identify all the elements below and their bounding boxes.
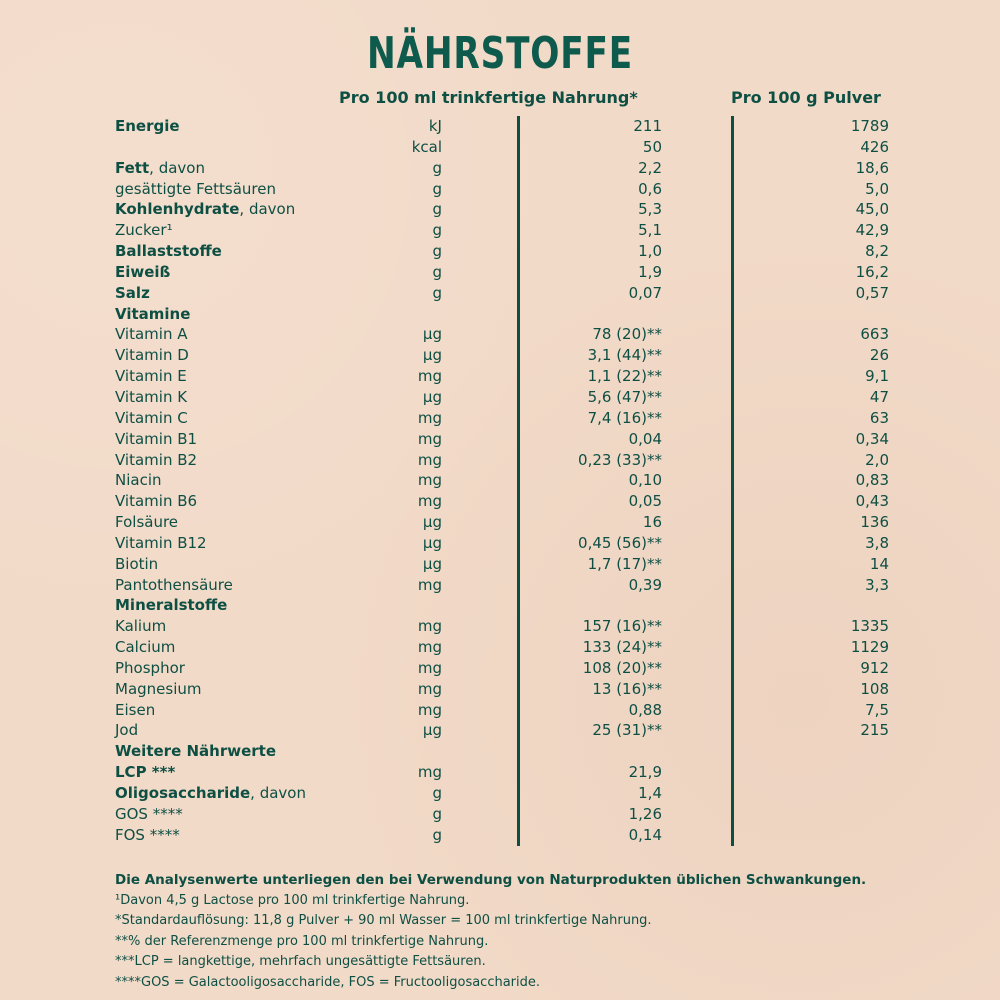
unit-cell: µg: [422, 346, 442, 365]
unit-cell: µg: [422, 533, 442, 552]
value-per-100ml: 7,4 (16)**: [587, 408, 662, 427]
nutrient-label-text: Vitamin C: [115, 408, 188, 427]
unit-cell: g: [432, 262, 442, 281]
value-per-100ml: 108 (20)**: [582, 658, 662, 677]
table-row: [0, 262, 1000, 283]
table-row: [0, 179, 1000, 200]
note-gos-fos: ****GOS = Galactooligosaccharide, FOS = Fructooligosaccharide.: [115, 974, 541, 990]
nutrient-label-text: Vitamin D: [115, 346, 189, 365]
nutrient-label: [115, 554, 158, 574]
unit-cell: g: [432, 200, 442, 219]
table-row: [0, 637, 1000, 658]
table-row: [0, 366, 1000, 387]
unit-cell: mg: [417, 492, 442, 511]
nutrient-label: [115, 741, 276, 761]
nutrient-label: [115, 199, 295, 219]
value-per-100ml: 25 (31)**: [592, 721, 662, 740]
value-per-100g: 9,1: [865, 367, 889, 386]
unit-cell: mg: [417, 367, 442, 386]
nutrient-label: [115, 470, 162, 490]
value-per-100g: 1789: [850, 117, 889, 135]
value-per-100g: 136: [860, 513, 889, 532]
note-lcp: ***LCP = langkettige, mehrfach ungesättigte Fettsäuren.: [115, 954, 486, 969]
nutrient-label-bold: Fett: [115, 158, 150, 177]
table-row: [0, 720, 1000, 741]
nutrient-label: [115, 637, 175, 657]
unit-cell: mg: [417, 617, 442, 636]
unit-cell: mg: [417, 450, 442, 469]
nutrient-label-text: Vitamin E: [115, 367, 187, 386]
nutrient-label-text: Folsäure: [115, 513, 179, 532]
table-row: [0, 304, 1000, 325]
table-row: [0, 658, 1000, 679]
unit-cell: mg: [417, 575, 442, 594]
nutrient-label-text: Magnesium: [115, 679, 202, 698]
note-reference: **% der Referenzmenge pro 100 ml trinkfertige Nahrung.: [115, 933, 489, 949]
value-per-100ml: 0,04: [628, 429, 662, 448]
note-standard: *Standardauflösung: 11,8 g Pulver + 90 ml Wasser = 100 ml trinkfertige Nahrung.: [115, 913, 652, 928]
value-per-100ml: 211: [633, 117, 662, 135]
unit-cell: µg: [422, 513, 442, 532]
value-per-100ml: 0,07: [628, 283, 662, 302]
value-per-100g: 1335: [850, 617, 889, 636]
table-row: [0, 470, 1000, 491]
nutrient-label-text: Pantothensäure: [115, 575, 233, 594]
nutrient-label-suffix: , davon: [239, 200, 296, 219]
table-row: [0, 158, 1000, 179]
value-per-100ml: 0,6: [638, 179, 662, 198]
nutrient-label: [115, 450, 197, 470]
nutrient-label-bold: Kohlenhydrate: [115, 200, 240, 219]
unit-cell: µg: [422, 325, 442, 344]
table-row: [0, 700, 1000, 721]
table-row: [0, 220, 1000, 241]
value-per-100ml: 78 (20)**: [592, 325, 662, 344]
nutrient-label: [115, 366, 187, 386]
value-per-100g: 63: [869, 408, 889, 427]
value-per-100ml: 0,14: [628, 825, 662, 844]
table-row: [0, 554, 1000, 575]
value-per-100g: 26: [869, 346, 889, 365]
unit-cell: µg: [422, 721, 442, 740]
nutrient-label: [115, 324, 188, 344]
value-per-100g: 45,0: [855, 200, 889, 219]
table-row: [0, 762, 1000, 783]
value-per-100ml: 13 (16)**: [592, 679, 662, 698]
table-row: [0, 804, 1000, 825]
value-per-100ml: 21,9: [628, 763, 662, 782]
nutrient-label: [115, 512, 178, 532]
nutrient-label: [115, 720, 138, 740]
value-per-100g: 16,2: [855, 262, 889, 281]
value-per-100g: 1129: [850, 638, 889, 657]
value-per-100ml: 1,0: [638, 242, 662, 261]
value-per-100g: 5,0: [865, 179, 889, 198]
value-per-100ml: 0,88: [628, 700, 662, 719]
note-lactose: ¹Davon 4,5 g Lactose pro 100 ml trinkfertige Nahrung.: [115, 892, 470, 908]
nutrient-label-suffix: , davon: [149, 158, 205, 177]
nutrient-label-text: Vitamin K: [115, 387, 188, 406]
nutrient-label-bold: Eiweiß: [115, 262, 171, 281]
nutrient-label: [115, 491, 197, 511]
table-row: [0, 283, 1000, 304]
value-per-100g: 8,2: [865, 242, 889, 261]
value-per-100ml: 16: [642, 513, 662, 532]
value-per-100ml: 3,1 (44)**: [587, 346, 662, 365]
unit-cell: mg: [417, 700, 442, 719]
unit-cell: µg: [422, 387, 442, 406]
value-per-100ml: 5,6 (47)**: [587, 387, 662, 406]
nutrient-label-text: Vitamin B12: [115, 533, 207, 552]
nutrition-table: [0, 116, 1000, 846]
nutrient-label-bold: Vitamine: [115, 304, 191, 323]
nutrient-label-text: Jod: [115, 721, 139, 740]
nutrient-label-bold: Weitere Nährwerte: [115, 742, 276, 761]
table-row: [0, 575, 1000, 596]
table-row: [0, 450, 1000, 471]
value-per-100ml: 2,2: [638, 158, 662, 177]
unit-cell: kcal: [411, 137, 442, 156]
value-per-100ml: 1,26: [628, 804, 662, 823]
nutrient-label-text: Vitamin A: [115, 325, 188, 344]
table-row: [0, 512, 1000, 533]
table-row: [0, 199, 1000, 220]
nutrient-label-bold: Energie: [115, 117, 180, 135]
column-header-liquid: Pro 100 ml trinkfertige Nahrung*: [339, 88, 638, 107]
value-per-100ml: 5,1: [638, 221, 662, 240]
unit-cell: mg: [417, 658, 442, 677]
value-per-100ml: 157 (16)**: [582, 617, 662, 636]
table-row: [0, 137, 1000, 158]
nutrient-label-bold: LCP ***: [115, 763, 176, 782]
nutrient-label: [115, 179, 276, 199]
nutrient-label: [115, 658, 185, 678]
nutrient-label-text: Phosphor: [115, 658, 185, 677]
value-per-100g: 426: [860, 137, 889, 156]
value-per-100ml: 0,10: [628, 471, 662, 490]
nutrient-label: [115, 387, 187, 407]
table-row: [0, 387, 1000, 408]
value-per-100ml: 0,05: [628, 492, 662, 511]
value-per-100ml: 0,23 (33)**: [578, 450, 662, 469]
nutrient-label-text: Zucker¹: [115, 221, 173, 240]
value-per-100ml: 1,7 (17)**: [587, 554, 662, 573]
value-per-100ml: 1,1 (22)**: [587, 367, 662, 386]
nutrient-label: [115, 783, 306, 803]
table-row: [0, 533, 1000, 554]
nutrient-label: [115, 575, 233, 595]
unit-cell: kJ: [428, 117, 442, 135]
nutrient-label-text: Calcium: [115, 638, 176, 657]
unit-cell: g: [432, 784, 442, 802]
table-row: [0, 679, 1000, 700]
nutrient-label-text: Biotin: [115, 554, 159, 573]
value-per-100ml: 5,3: [638, 200, 662, 219]
unit-cell: µg: [422, 554, 442, 573]
unit-cell: g: [432, 158, 442, 177]
table-row: [0, 825, 1000, 846]
unit-cell: g: [432, 804, 442, 823]
value-per-100g: 3,3: [865, 575, 889, 594]
unit-cell: g: [432, 179, 442, 198]
note-analysis: Die Analysenwerte unterliegen den bei Verwendung von Naturprodukten üblichen Schwankungen.: [115, 872, 867, 888]
unit-cell: mg: [417, 429, 442, 448]
unit-cell: g: [432, 221, 442, 240]
nutrient-label: [115, 158, 205, 178]
nutrient-label: [115, 408, 188, 428]
footnotes: [115, 870, 985, 993]
table-row: [0, 429, 1000, 450]
table-row: [0, 783, 1000, 804]
nutrient-label: [115, 616, 166, 636]
nutrient-label: [115, 762, 175, 782]
value-per-100g: 0,83: [855, 471, 889, 490]
table-row: [0, 616, 1000, 637]
column-header-powder: Pro 100 g Pulver: [731, 88, 881, 107]
nutrient-label-bold: Oligosaccharide: [115, 784, 251, 802]
value-per-100g: 912: [860, 658, 889, 677]
nutrient-label-suffix: , davon: [250, 784, 306, 802]
nutrient-label: [115, 804, 183, 824]
value-per-100ml: 50: [642, 137, 662, 156]
nutrient-label: [115, 304, 190, 324]
nutrient-label: [115, 345, 189, 365]
value-per-100g: 42,9: [855, 221, 889, 240]
nutrient-label: [115, 220, 173, 240]
nutrient-label-text: Vitamin B1: [115, 429, 198, 448]
value-per-100g: 0,57: [855, 283, 889, 302]
nutrient-label: [115, 533, 207, 553]
value-per-100g: 215: [860, 721, 889, 740]
nutrient-label-text: FOS ****: [115, 825, 180, 844]
unit-cell: mg: [417, 408, 442, 427]
nutrient-label: [115, 262, 170, 282]
nutrient-label-text: Vitamin B2: [115, 450, 198, 469]
value-per-100g: 0,34: [855, 429, 889, 448]
unit-cell: mg: [417, 763, 442, 782]
value-per-100g: 7,5: [865, 700, 889, 719]
nutrient-label-text: Kalium: [115, 617, 167, 636]
nutrient-label-bold: Ballaststoffe: [115, 242, 222, 261]
unit-cell: mg: [417, 471, 442, 490]
value-per-100g: 3,8: [865, 533, 889, 552]
table-row: [0, 116, 1000, 137]
value-per-100g: 2,0: [865, 450, 889, 469]
value-per-100g: 47: [869, 387, 889, 406]
nutrient-label-text: Vitamin B6: [115, 492, 198, 511]
nutrient-label: [115, 429, 197, 449]
nutrient-label: [115, 700, 155, 720]
nutrient-label: [115, 116, 180, 136]
unit-cell: g: [432, 242, 442, 261]
value-per-100g: 663: [860, 325, 889, 344]
value-per-100ml: 1,9: [638, 262, 662, 281]
nutrient-label-bold: Mineralstoffe: [115, 596, 228, 615]
unit-cell: mg: [417, 638, 442, 657]
value-per-100ml: 1,4: [638, 784, 662, 802]
nutrient-label: [115, 241, 222, 261]
value-per-100ml: 133 (24)**: [582, 638, 662, 657]
table-row: [0, 241, 1000, 262]
nutrient-label: [115, 595, 227, 615]
value-per-100ml: 0,45 (56)**: [578, 533, 662, 552]
value-per-100ml: 0,39: [628, 575, 662, 594]
nutrient-label-text: GOS ****: [115, 804, 183, 823]
table-row: [0, 324, 1000, 345]
nutrient-label-text: gesättigte Fettsäuren: [115, 179, 276, 198]
table-row: [0, 741, 1000, 762]
nutrient-label-text: Eisen: [115, 700, 156, 719]
page-title: NÄHRSTOFFE: [367, 28, 633, 79]
nutrient-label: [115, 679, 202, 699]
value-per-100g: 18,6: [855, 158, 889, 177]
unit-cell: g: [432, 825, 442, 844]
table-row: [0, 491, 1000, 512]
nutrient-label-bold: Salz: [115, 283, 150, 302]
unit-cell: mg: [417, 679, 442, 698]
table-row: [0, 595, 1000, 616]
table-row: [0, 345, 1000, 366]
table-row: [0, 408, 1000, 429]
unit-cell: g: [432, 283, 442, 302]
nutrient-label-text: Niacin: [115, 471, 162, 490]
nutrient-label: [115, 283, 150, 303]
value-per-100g: 0,43: [855, 492, 889, 511]
value-per-100g: 14: [869, 554, 889, 573]
value-per-100g: 108: [860, 679, 889, 698]
nutrient-label: [115, 825, 180, 845]
